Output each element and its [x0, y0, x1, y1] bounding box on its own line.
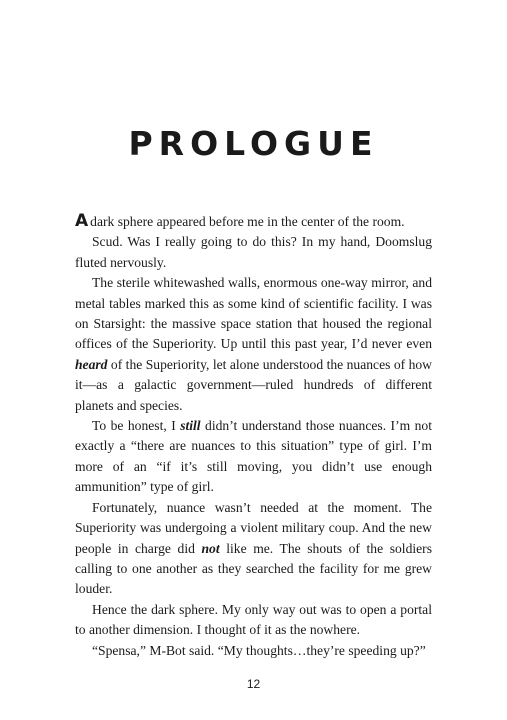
body-text [75, 212, 432, 661]
paragraph-text: The sterile whitewashed walls, enormous one-way mirror, and metal tables marked this as some kind of scientific facility. I was on Starsight: the massive space station that housed the regional offices of the Superiority. Up until this past year, I’d never even [75, 275, 432, 352]
emphasis-text: heard [75, 356, 108, 372]
paragraph-text: Scud. Was I really going to do this? In my hand, Doomslug fluted nervously. [75, 234, 432, 270]
paragraph [75, 416, 432, 498]
paragraph-text: dark sphere appeared before me in the center of the room. [90, 214, 405, 229]
paragraph-text: “Spensa,” M-Bot said. “My thoughts…they’re speeding up?” [92, 642, 426, 658]
emphasis-text: not [201, 540, 220, 556]
chapter-title: PROLOGUE [128, 124, 379, 163]
paragraph [75, 212, 432, 232]
paragraph [75, 498, 432, 600]
paragraph [75, 600, 432, 641]
paragraph [75, 232, 432, 273]
emphasis-text: still [180, 418, 201, 434]
paragraph [75, 273, 432, 416]
paragraph-text: didn’t understand those nuances. I’m not exactly a “there are nuances to this situation” type of girl. I’m more of an “if it’s still moving, you didn’t use enough ammunition” type of girl. [75, 418, 432, 495]
paragraph-text: To be honest, I [92, 418, 181, 434]
paragraph-text: of the Superiority, let alone understood the nuances of how it—as a galactic government—ruled hundreds of different planets and species. [75, 356, 432, 413]
drop-cap: A [75, 211, 89, 231]
paragraph-text: like me. The shouts of the soldiers calling to one another as they searched the facility for me grew louder. [75, 540, 432, 597]
paragraph-text: Hence the dark sphere. My only way out was to open a portal to another dimension. I thought of it as the nowhere. [75, 601, 432, 638]
paragraph [75, 641, 432, 661]
paragraph-text: Fortunately, nuance wasn’t needed at the moment. The Superiority was undergoing a violent military coup. And the new people in charge did [75, 499, 432, 556]
page-number: 12 [246, 677, 261, 691]
